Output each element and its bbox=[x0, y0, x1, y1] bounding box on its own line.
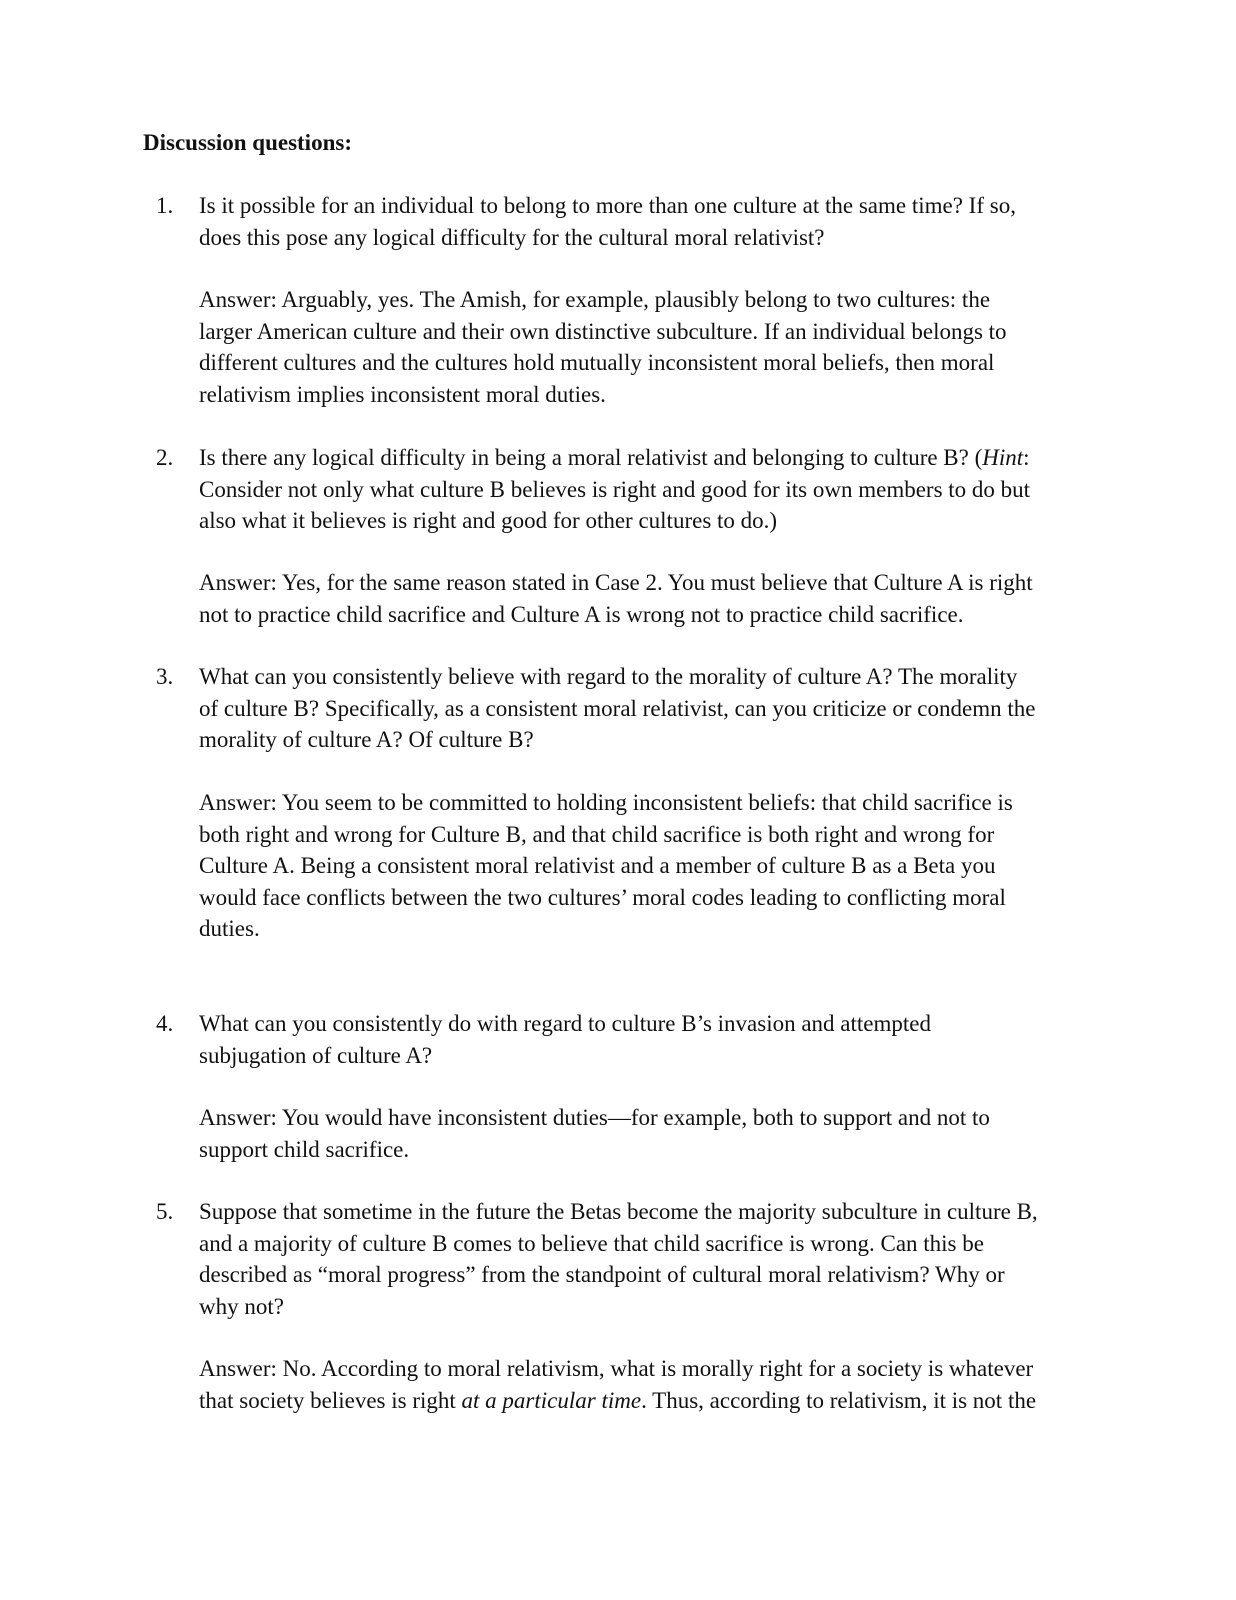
text-line: What can you consistently do with regard to culture B’s invasion and attempted bbox=[199, 1011, 931, 1036]
text-line: described as “moral progress” from the standpoint of cultural moral relativism? Why or bbox=[199, 1262, 1005, 1287]
text-line: would face conflicts between the two cultures’ moral codes leading to conflicting moral bbox=[199, 884, 1006, 910]
page-title: Discussion questions: bbox=[143, 130, 352, 155]
text-line: Answer: You would have inconsistent duties—for example, both to support and not to bbox=[199, 1105, 990, 1130]
answer-text bbox=[199, 1353, 1079, 1416]
question-number: 1. bbox=[156, 193, 174, 218]
text-line: why not? bbox=[199, 1293, 284, 1319]
text-run: that society believes is right bbox=[199, 1387, 462, 1413]
text-line: larger American culture and their own distinctive subculture. If an individual belongs to bbox=[199, 318, 1007, 344]
question-text bbox=[199, 190, 1079, 253]
question-text bbox=[199, 661, 1079, 756]
question-text bbox=[199, 1008, 1079, 1071]
text-line: Is it possible for an individual to belong to more than one culture at the same time? If so, bbox=[199, 193, 1016, 218]
answer-text bbox=[199, 1102, 1079, 1165]
emphasis-text: at a particular time bbox=[461, 1387, 642, 1413]
text-line: also what it believes is right and good for other cultures to do.) bbox=[199, 508, 778, 533]
text-line: Answer: No. According to moral relativism, what is morally right for a society is whatever bbox=[199, 1356, 1034, 1381]
answer-text bbox=[199, 787, 1079, 945]
question-number: 4. bbox=[156, 1011, 174, 1036]
text-line: and a majority of culture B comes to believe that child sacrifice is wrong. Can this be bbox=[199, 1230, 984, 1256]
text-line: Answer: You seem to be committed to holding inconsistent beliefs: that child sacrifice is bbox=[199, 790, 1013, 815]
text-line: of culture B? Specifically, as a consistent moral relativist, can you criticize or condemn the bbox=[199, 695, 1036, 721]
text-line: does this pose any logical difficulty for the cultural moral relativist? bbox=[199, 224, 825, 250]
text-run: Is there any logical difficulty in being a moral relativist and belonging to culture B? ( bbox=[199, 445, 983, 470]
text-line: relativism implies inconsistent moral duties. bbox=[199, 381, 606, 407]
text-line: not to practice child sacrifice and Culture A is wrong not to practice child sacrifice. bbox=[199, 601, 964, 627]
question-number: 5. bbox=[156, 1199, 174, 1224]
text-line bbox=[199, 442, 1079, 474]
answer-text bbox=[199, 284, 1079, 410]
hint-label: Hint bbox=[982, 445, 1024, 470]
answer-text bbox=[199, 567, 1079, 630]
text-line: Answer: Arguably, yes. The Amish, for example, plausibly belong to two cultures: the bbox=[199, 287, 991, 312]
question-number: 2. bbox=[156, 445, 174, 470]
text-run: : bbox=[1023, 445, 1030, 470]
text-line: Answer: Yes, for the same reason stated in Case 2. You must believe that Culture A is right bbox=[199, 570, 1033, 595]
question-text bbox=[199, 442, 1079, 537]
question-number: 3. bbox=[156, 664, 174, 689]
text-line: Culture A. Being a consistent moral relativist and a member of culture B as a Beta you bbox=[199, 853, 996, 878]
text-line: support child sacrifice. bbox=[199, 1136, 410, 1162]
text-line: different cultures and the cultures hold mutually inconsistent moral beliefs, then moral bbox=[199, 350, 995, 375]
text-line: What can you consistently believe with regard to the morality of culture A? The morality bbox=[199, 664, 1018, 689]
text-line bbox=[199, 1385, 1079, 1417]
text-line: morality of culture A? Of culture B? bbox=[199, 727, 534, 752]
text-line: duties. bbox=[199, 916, 260, 941]
text-line: subjugation of culture A? bbox=[199, 1042, 433, 1068]
question-text bbox=[199, 1196, 1079, 1322]
text-run: . Thus, according to relativism, it is not the bbox=[641, 1387, 1037, 1413]
text-line: Consider not only what culture B believes is right and good for its own members to do but bbox=[199, 476, 1031, 502]
text-line: Suppose that sometime in the future the Betas become the majority subculture in culture B, bbox=[199, 1199, 1038, 1224]
text-line: both right and wrong for Culture B, and that child sacrifice is both right and wrong for bbox=[199, 821, 995, 847]
